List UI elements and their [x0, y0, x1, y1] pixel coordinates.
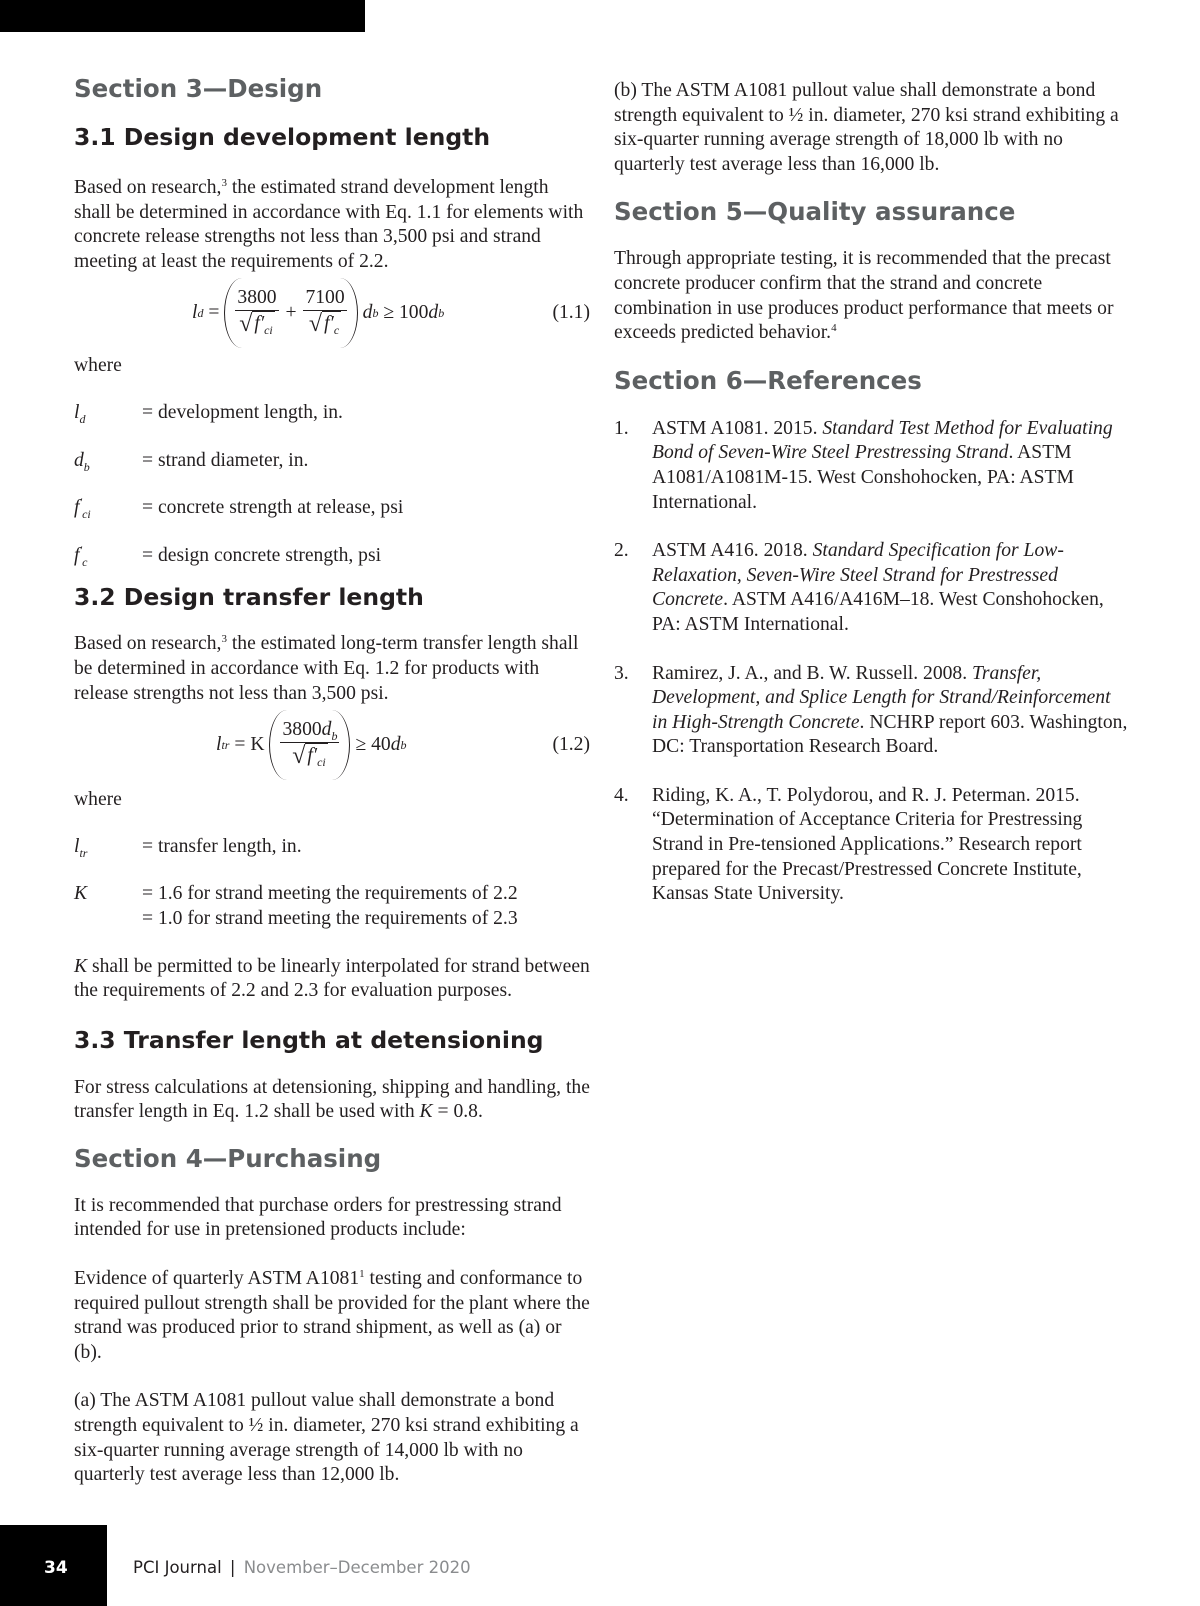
paragraph-5: Through appropriate testing, it is recommended that the precast concrete producer confirm that the strand and concrete combination in use produces product performance that meets or exceeds predicted behavior.$^4$: [614, 248, 1114, 344]
page-number: 34: [44, 1558, 68, 1578]
footer-journal-line: [133, 1558, 471, 1577]
section-4-heading: Section 4—Purchasing: [74, 1143, 382, 1173]
right-column: [614, 74, 1130, 907]
reference-item: 3. Ramirez, J. A., and B. W. Russell. 2008. Transfer, Development, and Splice Length for Strand/Reinforcement in High-Strength Concrete. NCHRP report 603. Washington, DC: Transportation Research Board.: [614, 662, 1128, 758]
paragraph-4-a: (a) The ASTM A1081 pullout value shall demonstrate a bond strength equivalent to ½ in. diameter, 270 ksi strand exhibiting a six-quarter running average strength of 14,000 lb with no quarterly test average less than 12,000 lb.: [74, 1390, 579, 1486]
issue-date: November–December 2020: [243, 1558, 471, 1577]
paragraph-3-2: Based on research,$^3$ the estimated long-term transfer length shall be determined in accordance with Eq. 1.2 for products with release strengths not less than 3,500 psi.: [74, 633, 579, 704]
where-label-2: where: [74, 789, 122, 811]
page-number-box: [0, 1525, 107, 1606]
equation-1-1: l d = 3800 √ $f'_{ci}$ + 7100 √ $f'_c$ d b ≥ 100 d b (1.1): [74, 274, 590, 352]
paragraph-3-1: Based on research,$^3$ the estimated strand development length shall be determined in accordance with Eq. 1.1 for elements with concrete release strengths not less than 3,500 psi and strand meeting at least the requirements of 2.2.: [74, 177, 584, 272]
paragraph-4-intro: It is recommended that purchase orders for prestressing strand intended for use in pretensioned products include:: [74, 1194, 562, 1241]
equation-1-2: l tr = K $3800d_b$ √ $f'_{ci}$ ≥ 40 d b (1.2): [74, 706, 590, 784]
variable-fc: $f'_c$ = design concrete strength, psi: [74, 542, 382, 569]
paragraph-k-interpolation: K shall be permitted to be linearly interpolated for strand between the requirements of 2.2 and 2.3 for evaluation purposes.: [74, 955, 590, 1002]
section-5-heading: Section 5—Quality assurance: [614, 197, 1016, 227]
variable-list-2: [74, 835, 590, 932]
reference-list: [614, 417, 1130, 907]
heading-3-3: 3.3 Transfer length at detensioning: [74, 1025, 544, 1054]
variable-db: $d_b$ = strand diameter, in.: [74, 449, 309, 474]
variable-fci: $f'_{ci}$ = concrete strength at release, psi: [74, 495, 404, 522]
reference-item: 4. Riding, K. A., T. Polydorou, and R. J. Peterman. 2015. “Determination of Acceptance Criteria for Prestressing Strand in Pre-tensioned Applications.” Research report prepared for the Precast/Prestressed Concrete Institute, Kansas State University.: [614, 784, 1083, 905]
section-3-heading: Section 3—Design: [74, 74, 323, 103]
paragraph-3-3: For stress calculations at detensioning, shipping and handling, the transfer length in Eq. 1.2 shall be used with K = 0.8.: [74, 1076, 590, 1123]
variable-ltr: $l_{tr}$ = transfer length, in.: [74, 835, 302, 860]
heading-3-1: 3.1 Design development length: [74, 123, 491, 151]
equation-number-1-2: (1.2): [552, 734, 590, 756]
variable-k: K = 1.6 for strand meeting the requirements of 2.2 = 1.0 for strand meeting the requirements of 2.3: [74, 883, 518, 929]
section-6-heading: Section 6—References: [614, 365, 922, 395]
variable-ld: $l_d$ = development length, in.: [74, 401, 343, 426]
left-column: [74, 74, 590, 1488]
heading-3-2: 3.2 Design transfer length: [74, 583, 424, 612]
journal-name: PCI Journal: [133, 1558, 222, 1577]
variable-list-1: [74, 401, 590, 568]
paragraph-4-evidence: Evidence of quarterly ASTM A1081$^1$ testing and conformance to required pullout strength shall be provided for the plant where the strand was produced prior to strand shipment, as well as (a) or (b).: [74, 1268, 590, 1363]
reference-item: 2. ASTM A416. 2018. Standard Specification for Low-Relaxation, Seven-Wire Steel Strand for Prestressed Concrete. ASTM A416/A416M–18. West Conshohocken, PA: ASTM International.: [614, 540, 1104, 635]
header-bar: [0, 0, 365, 32]
where-label-1: where: [74, 355, 122, 377]
paragraph-4-b: (b) The ASTM A1081 pullout value shall demonstrate a bond strength equivalent to ½ in. diameter, 270 ksi strand exhibiting a six-quarter running average strength of 18,000 lb with no quarterly test average less than 16,000 lb.: [614, 80, 1119, 175]
reference-item: 1. ASTM A1081. 2015. Standard Test Method for Evaluating Bond of Seven-Wire Steel Prestressing Strand. ASTM A1081/A1081M-15. West Conshohocken, PA: ASTM International.: [614, 417, 1113, 513]
footer-separator: |: [229, 1558, 236, 1577]
equation-number-1-1: (1.1): [552, 302, 590, 324]
